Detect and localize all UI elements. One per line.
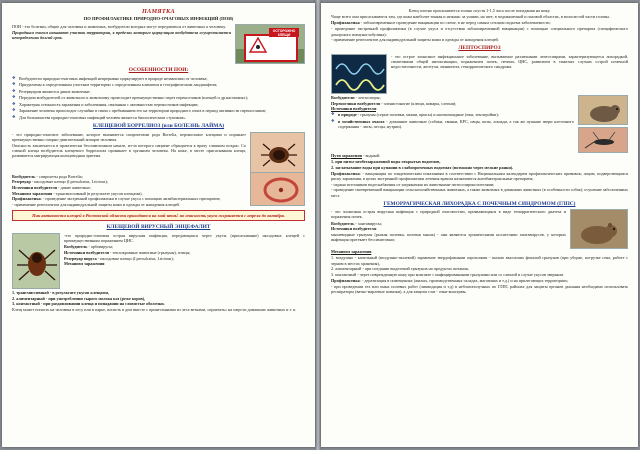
tick-season-warning: Пик активности клещей в Ростовской области приходится на май-июнь! но опасность укуса сохраняется с апреля до октября. [12, 210, 305, 221]
list-item: 1. при питье необеззараженной воды открытых водоемов, [331, 159, 441, 165]
list-item: ❖ в хозяйственных очагах - домашние животные (собаки, свиньи, КРС, овцы, козы, лошади, а так же пушные звери клеточного содержания - лисы, песцы, нутрии). [331, 119, 574, 129]
list-item: 1. воздушно - капельный (воздушно-пылевой) заражение твердофазными аэрозолями - пылью высохших фекалий грызунов (при уборке, погрузке сена, работе с зерном в местах хранения), [331, 255, 628, 266]
list-item: ❖ в природе - грызуны (серые полевки, мыши, крысы) и насекомоядные (ежи, землеройки); [331, 112, 574, 117]
glps-prevention-list [331, 284, 628, 294]
prevention-paragraph: Профилактика - заблаговременное проведение вакцинации по схеме, в не перед самым сезоном подъема заболеваемости; [331, 20, 551, 26]
rodent-photo-image [578, 95, 628, 125]
attach-places-note: Чаще всего они присасываются там, где кожа наиболее тонкая и нежная: за ушами, на шее, в подмышечной и паховой областях, в волосистой части головы. [331, 14, 610, 20]
leptospirosis-sources [331, 112, 574, 129]
list-item: - применение репеллентов для индивидуальной защиты кожи и одежды от нападения клещей. [12, 202, 180, 208]
list-item: 1. трансмиссивный - в результате укусов клещами, [12, 289, 109, 295]
encephalitis-definition: -это природно-очаговая острая вирусная инфекция, передающаяся через укусы (присасывание) иксодовых клещей с преимущественным поражением ЦНС. [64, 232, 305, 243]
list-item: ❖ Резервуаром являются дикие животные; [12, 89, 305, 94]
leptospira-bacteria-image [331, 54, 387, 94]
list-item: Источники возбудителя - теплокровные животные (грызуны), птицы; [64, 249, 191, 255]
list-item: Механизм заражения - трансмиссивный (в результате укусов клещами). [12, 190, 143, 196]
attach-time-note: Клещ плотно присасывается только спустя 1-1,5 часа после попадания на кожу. [408, 8, 551, 13]
list-item: Резервуар вируса - иксодовые клещи (I.persulcatus, I.ricinus); [64, 255, 174, 261]
features-list [12, 76, 305, 120]
sign-text: ОСТОРОЖНО КЛЕЩИ [272, 29, 296, 38]
tick-warning-sign-image [235, 24, 305, 64]
glps-source: мышевидные грызуны (рыжая полевка, полевая мышь) - они являются хроническими носителями хантавирусов, у которых инфекция протекает бессимптомно; [331, 232, 566, 243]
leptospirosis-title: ЛЕПТОСПИРОЗ [458, 45, 501, 52]
glps-mechanism: Механизм заражения: [331, 249, 373, 255]
page-subtitle: ПО ПРОФИЛАКТИКЕ ПРИРОДНО-ОЧАГОВЫХ ИНФЕКЦИЙ (ПОИ) [83, 15, 234, 21]
list-item: Резервуар - иксодовые клещи (I.persulcatus, I.ricinus); [12, 179, 108, 185]
right-page [321, 3, 638, 447]
leptospirosis-details [331, 95, 574, 112]
list-item: ❖ Заражение человека происходит случайно в связи с пребыванием его на территории природного очага в период активности переносчиков; [12, 108, 305, 113]
leptospirosis-prevention: Профилактика: - вакцинация по эпидемическим показаниям в соответствии с Национальным календарем профилактических прививок; лицам, подвергающимся риску заражения, в целях экстренной профилактики лечения врачом назначаются антибактериальные препараты; [331, 170, 628, 181]
list-item: 2. алиментарный - при поедании выделений грызунов на продуктах питания, [331, 266, 469, 272]
list-item: - охрана источников водоснабжения от загрязнения их животными-лептоспироносителями; [331, 181, 495, 187]
list-item: 3. контактный - при раздавливании клеща и попадании на слизистые оболочки. [12, 301, 165, 307]
borreliosis-definition: - это природно-очаговое заболевание, которое вызывается спирохетами рода Borrelia, переносимое клещами и поражает преимущественно опорно-двигательный аппарат человека. [12, 131, 246, 142]
list-item: 2. заглатывание воды при купании в слабопроточных водоемах (возможно через мелкие ранки). [331, 164, 514, 170]
list-item: 2. алиментарный - при употреблении сырого молока коз (реже коров), [12, 295, 146, 301]
glps-ways-list [331, 255, 628, 277]
prevention-list [331, 26, 628, 42]
list-item: - при проведении тех или иных полевых работ (ликвидация и т.д) в неблагополучных по ГЛПС районах для защиты органов дыхания необходимо использовать респираторы (ватно-марлевые повязки), а для защиты глаз - очки-консервы. [331, 283, 628, 294]
page-title: ПАМЯТКА [142, 8, 175, 15]
list-item: - применение репеллентов для индивидуальной защиты кожи и одежды от нападения клещей. [331, 37, 499, 43]
list-item: Источники возбудителя: [331, 106, 378, 112]
tick-on-skin-image [250, 132, 305, 174]
list-item: Источники возбудителя - дикие животные; [12, 185, 92, 190]
list-item: Профилактика: - проведение экстренной профилактики в случае укуса с помощью антибактериальных препаратов; [12, 196, 221, 202]
list-item: Переносчики возбудителя - членистоногие (клещи, комары, слепни); [331, 100, 457, 106]
list-item: - проведение экстренной профилактики (в случае укуса и отсутствия заблаговременной вакцинации) с помощью специального препарата (специфического донорского иммуноглобулина); [331, 26, 628, 37]
encephalitis-details [64, 244, 305, 266]
vole-photo-image [570, 209, 628, 249]
list-item: Возбудитель - хантавирусы; [331, 220, 382, 226]
encephalitis-ways [12, 290, 305, 307]
glps-definition: - это зоонозная острая вирусная инфекция с природной очаговостью, проявляющаяся в виде геморрагического диатеза и поражения почек. [331, 209, 566, 220]
mosquito-photo-image [578, 127, 628, 153]
list-item: Источники возбудителя: [331, 226, 378, 232]
intro-definition: Природным очагом называют участок территории, в пределах которого циркуляция возбудителя осуществляется неопределенно долгий срок. [12, 30, 231, 41]
glps-details [331, 221, 566, 232]
list-item: ❖ Характерна сезонность заражения и заболевания, связанная с активностью переносчиков инфекции; [12, 102, 305, 107]
list-item: Возбудитель - арбовирусы; [64, 244, 114, 250]
list-item: Возбудитель - спирохеты рода Borrelia; [12, 173, 83, 179]
glps-title: ГЕМОРРАГИЧЕСКАЯ ЛИХОРАДКА С ПОЧЕЧНЫМ СИНДРОМОМ (ГЛПС) [383, 200, 576, 207]
list-item: Механизм заражения: [64, 261, 106, 267]
left-page [2, 3, 315, 447]
tick-closeup-image [12, 233, 60, 289]
leptospirosis-ways-list [331, 159, 628, 170]
leptospirosis-prevention-list [331, 182, 628, 198]
list-item: Возбудители - лептоспиры; [331, 94, 381, 100]
intro-row [12, 24, 305, 64]
encephalitis-note: Клещ может попасть на человека в лесу или в парке, попасть в дом вместе с принесенными из леса ветками, «приехать» на шерсти домашних животных и т. п. [12, 307, 297, 312]
leptospirosis-definition: - это острое зоонозное инфекционное заболевание, вызываемое различными лептоспирами, характеризующееся лихорадкой, симптомами общей интоксикации, поражением почек, печени, ЦНС, развитием в тяжелых случаях острой почечной недостаточности, желтухи, менингита, геморрагического синдрома. [391, 53, 628, 70]
list-item: - проведение своевременной вакцинации сельскохозяйственных животных, а также животных в домашних животных (в особенности собак); осушение заболоченных мест. [331, 187, 628, 198]
features-title: ОСОБЕННОСТИ ПОИ: [128, 67, 189, 74]
borreliosis-danger: Опасность заключается в практически бессимптомном начале, из-за которого пациент обращается к врачу слишком поздно. Со слюной клеща возбудитель клещевого боррелиоза проникает в организм человека. На коже, в месте присасывания клеща, развивается мигрирующая кольцевидная эритема. [12, 142, 246, 159]
intro-paragraph: ПОИ - это болезни, общие для человека и животных, возбудители которых могут передаваться от животных к человеку. [12, 24, 226, 30]
encephalitis-title: КЛЕЩЕВОЙ ВИРУСНЫЙ ЭНЦЕФАЛИТ [106, 224, 211, 231]
glps-prevention: Профилактика: - дератизация в помещениях (жилых, производственных складах, магазинах и т.д.) и на прилегающих территориях; [331, 277, 569, 283]
list-item: ❖ Передача возбудителей от животного к животному происходит преимущественно через переносчиков (клещей и др.насекомых); [12, 95, 305, 100]
list-item: 3. контактный - через поврежденную кожу при контакте с инфицированными грызунами или со слюной в случае укусов зверьком. [331, 272, 565, 277]
borreliosis-title: КЛЕЩЕВОЙ БОРРЕЛИОЗ (или БОЛЕЗНЬ ЛАЙМА) [92, 122, 225, 129]
list-item: ❖ Приурочены к определенным участкам территории с определенным климатом и географическим ландшафтом; [12, 82, 305, 87]
borreliosis-details [12, 174, 246, 208]
erythema-neck-image [250, 172, 305, 206]
list-item: ❖ Возбудители природно-очаговых инфекций непрерывно циркулируют в природе независимо от человека; [12, 76, 305, 81]
leptospirosis-ways: Пути заражения - водный: [331, 152, 380, 158]
list-item: ❖ Для большинства природно-очаговых инфекций человек является биологическим «тупиком». [12, 115, 305, 120]
